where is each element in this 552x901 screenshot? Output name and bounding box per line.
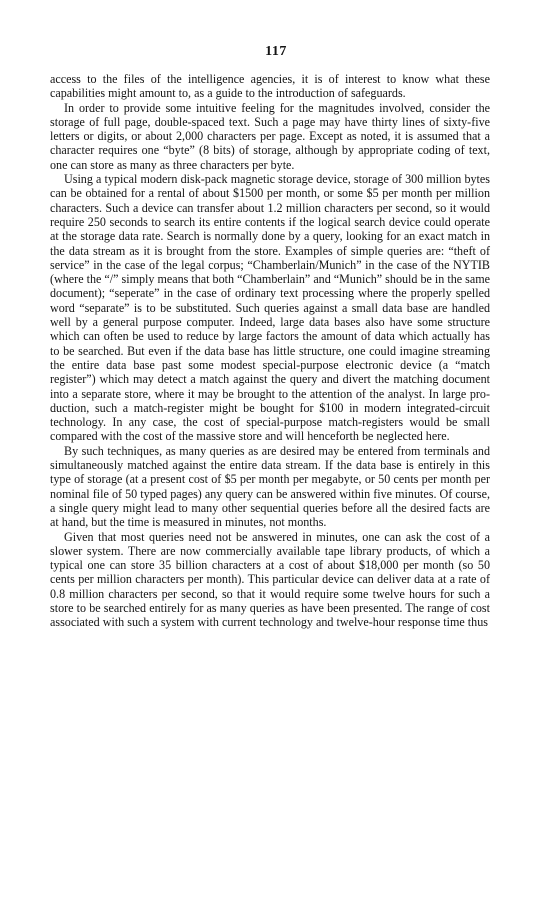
- page-number: 117: [265, 44, 287, 59]
- paragraph: Using a typical modern disk-pack magnetic storage device, storage of 300 million bytes can be obtained for a rental of about $1500 per month, or some $5 per month per million characters. Such a device can transfer about 1.2 million characters per second, so it would require 250 seconds to search its entire contents if the logical search device could operate at the storage data rate. Search is normally done by a query, looking for an exact match in the data stream as it is brought from the store. Examples of simple queries are: “theft of service” in the case of the legal corpus; “Chamberlain/Munich” in the case of the NYTIB (where the “/” simply means that both “Chamberlain” and “Munich” should be in the same document); “seperate” in the case of ordinary text processing where the properly spelled word “separate” is to be substituted. Such queries against a small data base are handled well by a general purpose computer. Indeed, large data bases also have some structure which can often be used to reduce by large factors the amount of data which actually has to be searched. But even if the data base has little structure, one could imagine streaming the entire data base past some modest special-purpose electronic device (a “match register”) which may detect a match against the query and divert the matching document into a separate store, where it may be brought to the attention of the analyst. In large production, such a match-register might be bought for $100 in modern integrated-circuit technology. In any case, the cost of special-purpose match-registers would be small compared with the cost of the massive store and will henceforth be neglected here.: [50, 172, 490, 444]
- paragraph: In order to provide some intuitive feeling for the magnitudes involved, consider the storage of full page, double-spaced text. Such a page may have thirty lines of sixty-five letters or digits, or about 2,000 characters per page. Except as noted, it is assumed that a character requires one “byte” (8 bits) of storage, although by appropriate coding of text, one can store as many as three characters per byte.: [50, 100, 490, 172]
- body-text: [50, 72, 490, 630]
- paragraph-continuation: access to the files of the intelligence agencies, it is of interest to know what these capabilities might amount to, as a guide to the introduction of safeguards.: [50, 72, 490, 101]
- paragraph: By such techniques, as many queries as are desired may be entered from terminals and simultaneously matched against the entire data stream. If the data base is entirely in this type of storage (at a present cost of $5 per month per megabyte, or 50 cents per month per nominal file of 50 typed pages) any query can be answered within five minutes. Of course, a single query might lead to many other sequential queries before all the desired facts are at hand, but the time is measured in minutes, not months.: [50, 443, 490, 530]
- paragraph: Given that most queries need not be answered in minutes, one can ask the cost of a slower system. There are now commercially available tape library products, of which a typical one can store 35 billion characters at a cost of about $18,000 per month (so 50 cents per million characters per month). This particular device can deliver data at a rate of 0.8 million characters per second, so that it would require some twelve hours for such a store to be searched entirely for as many queries as have been presented. The range of cost associated with such a system with current technology and twelve-hour response time thus: [50, 529, 490, 630]
